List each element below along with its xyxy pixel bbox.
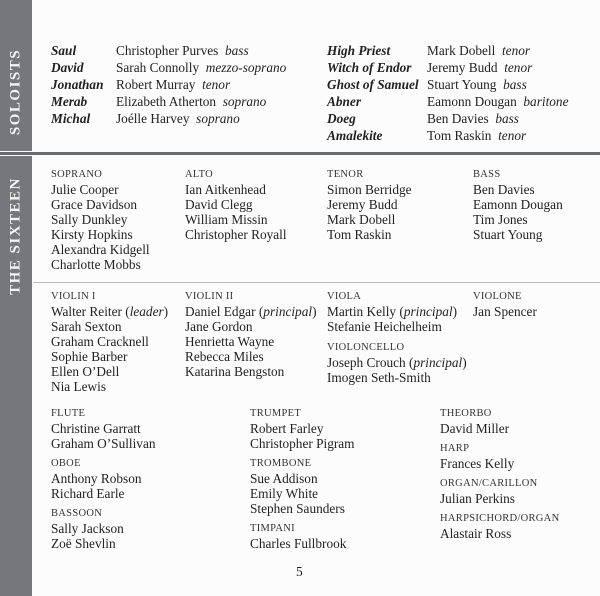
soloist-entry [116,60,286,75]
soloist-name: Sarah Connolly [116,60,200,75]
instrument-section [440,512,559,541]
member-name: Nia Lewis [51,379,107,394]
strings-section [185,290,317,379]
soloist-role: Merab [51,94,88,109]
member-name: Christine Garratt [51,421,141,436]
soloist-voice: tenor [202,77,231,92]
soloist-name: Elizabeth Atherton [116,94,217,109]
strings-section [327,341,467,385]
divider-line [33,282,600,283]
role: principal [413,355,463,370]
soloist-role: Abner [327,94,361,109]
section-heading: TRUMPET [250,408,302,419]
member-name: Kirsty Hopkins [51,227,133,242]
member-name: Imogen Seth-Smith [327,370,431,385]
soloist-entry [116,111,240,126]
soloist-name: Joélle Harvey [116,111,190,126]
member-name: Simon Berridge [327,182,412,197]
member-name: Julie Cooper [51,182,119,197]
member-name: Frances Kelly [440,456,515,471]
instrument-section [440,477,559,506]
soloist-voice: baritone [523,94,569,109]
member-name: Christopher Pigram [250,436,355,451]
name: Walter Reiter [51,304,122,319]
section-heading: VIOLA [327,291,362,302]
member-name: Graham Cracknell [51,334,149,349]
instrument-section [250,457,355,516]
section-label-sixteen: THE SIXTEEN [7,177,24,295]
member-name: Sally Jackson [51,521,124,536]
member-name: Sarah Sexton [51,319,122,334]
soloist-voice: tenor [498,128,527,143]
name: Joseph Crouch [327,355,406,370]
member-name: Jan Spencer [473,304,537,319]
member-name: Rebecca Miles [185,349,264,364]
role: principal [263,304,313,319]
soloist-name: Mark Dobell [427,43,496,58]
member-name: Julian Perkins [440,491,515,506]
section-heading: TIMPANI [250,523,295,534]
section-label-soloists: SOLOISTS [7,48,24,136]
role: principal [403,304,453,319]
soloist-name: Christopher Purves [116,43,219,58]
winds-column [440,407,559,547]
member-name: Alastair Ross [440,526,512,541]
soloist-role: Doeg [327,111,356,126]
member-name: Sophie Barber [51,349,128,364]
soloist-role: Saul [51,43,77,58]
name: Daniel Edgar [185,304,256,319]
instrument-section [440,407,559,436]
member-name: Tim Jones [473,212,528,227]
soloist-name: Jeremy Budd [427,60,498,75]
member-name: Tom Raskin [327,227,392,242]
section-heading: BASSOON [51,508,103,519]
instrument-section [440,442,559,471]
section-heading: VIOLONCELLO [327,342,405,353]
member-name: Katarina Bengston [185,364,285,379]
soloist-role: Jonathan [51,77,104,92]
soloist-name: Eamonn Dougan [427,94,517,109]
member-name: Eamonn Dougan [473,197,563,212]
member-name: Walter Reiter (leader) [51,304,169,319]
strings-section [327,290,457,334]
choir-section [51,168,150,272]
soloist-role: Michal [51,111,91,126]
section-heading: SOPRANO [51,169,103,180]
member-name: Stuart Young [473,227,543,242]
winds-column [51,407,156,557]
member-name: Joseph Crouch (principal) [327,355,467,370]
soloist-name: Tom Raskin [427,128,492,143]
member-name: Charlotte Mobbs [51,257,141,272]
member-name: Robert Farley [250,421,324,436]
instrument-section [51,457,156,501]
member-name: Ellen O’Dell [51,364,120,379]
member-name: Sue Addison [250,471,318,486]
soloist-role: Ghost of Samuel [327,77,419,92]
soloist-voice: soprano [222,94,267,109]
soloist-role: High Priest [327,43,391,58]
soloist-voice: bass [503,77,527,92]
soloist-role: David [51,60,84,75]
section-heading: TENOR [327,169,364,180]
section-heading: VIOLONE [473,291,522,302]
member-name: Anthony Robson [51,471,142,486]
member-name: Henrietta Wayne [185,334,275,349]
soloist-voice: bass [495,111,519,126]
member-name: Zoë Shevlin [51,536,116,551]
section-heading: HARPSICHORD/ORGAN [440,513,560,524]
section-heading: FLUTE [51,408,86,419]
instrument-section [51,507,156,551]
soloist-role: Amalekite [327,128,383,143]
soloist-entry [116,43,249,58]
section-heading: ORGAN/CARILLON [440,478,538,489]
member-name: Grace Davidson [51,197,138,212]
soloist-voice: tenor [504,60,533,75]
member-name: Jeremy Budd [327,197,398,212]
member-name: Christopher Royall [185,227,287,242]
soloist-voice: soprano [196,111,240,126]
choir-section [327,168,412,242]
member-name: Stephen Saunders [250,501,345,516]
member-name: Stefanie Heichelheim [327,319,442,334]
choir-section [473,168,563,242]
instrument-section [250,522,355,551]
page-number: 5 [296,564,303,579]
member-name: Mark Dobell [327,212,396,227]
member-name: Emily White [250,486,319,501]
soloist-entry [427,60,532,75]
member-name: Ian Aitkenhead [185,182,266,197]
section-heading: VIOLIN II [185,291,234,302]
member-name: Charles Fullbrook [250,536,347,551]
section-heading: OBOE [51,458,81,469]
strings-section [473,290,537,319]
member-name: Jane Gordon [185,319,253,334]
member-name: Martin Kelly (principal) [327,304,458,319]
soloist-name: Ben Davies [427,111,489,126]
soloist-entry [427,128,526,143]
soloist-entry [427,111,519,126]
member-name: David Clegg [185,197,253,212]
soloist-entry [427,77,527,92]
soloist-entry [427,94,568,109]
section-heading: THEORBO [440,408,492,419]
strings-section [51,290,168,394]
soloist-entry [116,77,230,92]
member-name: Ben Davies [473,182,535,197]
soloist-voice: bass [224,43,249,58]
member-name: Alexandra Kidgell [51,242,150,257]
section-divider [0,152,600,155]
member-name: Richard Earle [51,486,125,501]
section-heading: VIOLIN I [51,291,96,302]
role: leader [129,304,164,319]
soloist-voice: mezzo-soprano [205,60,287,75]
soloist-entry [427,43,530,58]
choir-section [185,168,287,242]
winds-column [250,407,355,557]
member-name: David Miller [440,421,510,436]
section-heading: TROMBONE [250,458,312,469]
section-heading: HARP [440,443,470,454]
member-name: Daniel Edgar (principal) [185,304,317,319]
soloist-role: Witch of Endor [327,60,412,75]
soloist-entry [116,94,266,109]
instrument-section [250,407,355,451]
member-name: William Missin [185,212,268,227]
soloist-voice: tenor [501,43,531,58]
name: Martin Kelly [327,304,397,319]
section-heading: ALTO [185,169,214,180]
section-heading: BASS [473,169,501,180]
soloist-name: Robert Murray [116,77,196,92]
instrument-section [51,407,156,451]
member-name: Graham O’Sullivan [51,436,156,451]
soloist-name: Stuart Young [427,77,497,92]
member-name: Sally Dunkley [51,212,128,227]
